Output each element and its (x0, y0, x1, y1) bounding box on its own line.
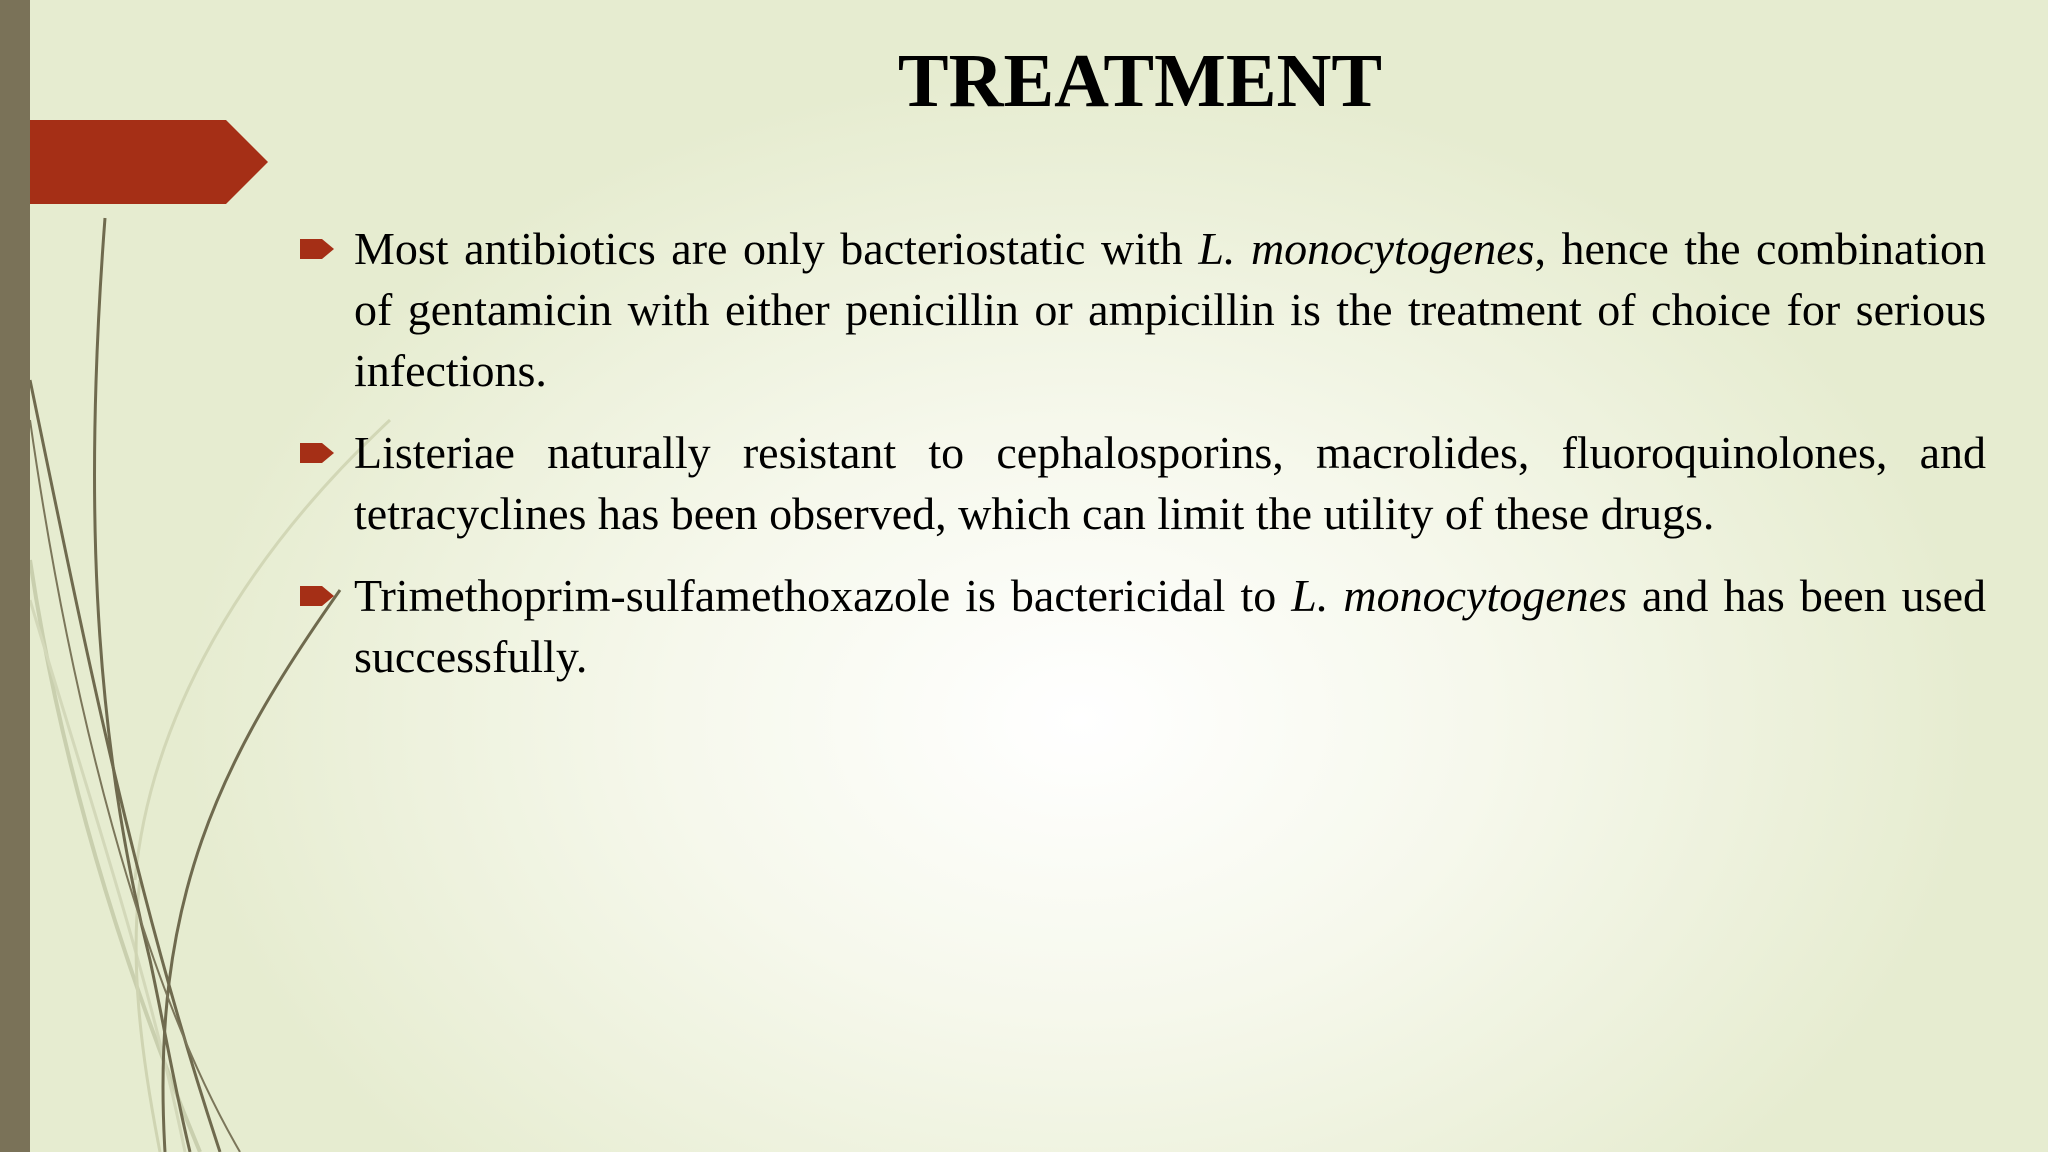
bullet-1-part-1: Most antibiotics are only bacteriostatic with (354, 223, 1199, 274)
bullet-item-3 (300, 565, 1986, 687)
bullet-item-1 (300, 218, 1986, 401)
red-banner-arrow (0, 120, 268, 204)
bullet-3-organism: L. monocytogenes (1291, 570, 1627, 621)
slide-title: TREATMENT (897, 39, 1383, 123)
bullet-text-3 (354, 570, 1986, 682)
bullet-2-part-1: Listeriae naturally resistant to cephalosporins, macrolides, fluoroquinolones, and tetracyclines has been observed, which can limit the utility of these drugs. (354, 427, 1986, 539)
arrow-bullet-icon (300, 583, 336, 609)
bullet-1-organism: L. monocytogenes (1198, 223, 1535, 274)
bullet-1-part-3: , hence the combination of gentamicin with either penicillin or ampicillin is the treatment of choice for serious infections. (354, 223, 1987, 396)
arrow-bullet-icon (300, 236, 336, 262)
left-side-bar (0, 0, 30, 1152)
bullet-3-part-1: Trimethoprim-sulfamethoxazole is bactericidal to (354, 570, 1292, 621)
bullet-list (300, 218, 1986, 708)
bullet-text-2 (354, 427, 1986, 539)
bullet-item-2 (300, 422, 1986, 544)
bullet-3-part-3: and has been used successfully. (354, 570, 1986, 682)
curve-dark-1 (30, 380, 220, 1152)
curve-light-1 (30, 560, 200, 1152)
arrow-bullet-icon (300, 440, 336, 466)
bullet-text-1 (354, 223, 1986, 396)
